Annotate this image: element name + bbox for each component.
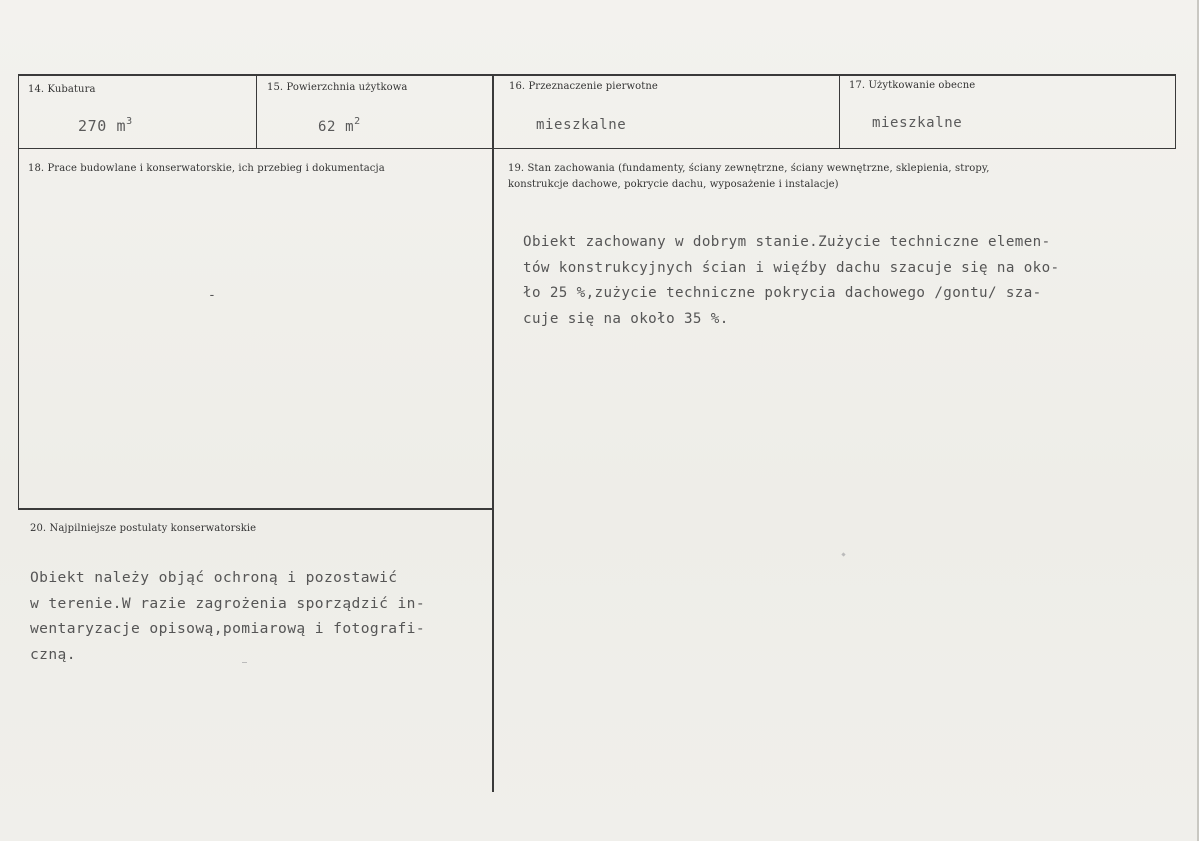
przeznaczenie-value: mieszkalne [536,117,627,133]
postulaty-text [30,565,425,667]
postulaty-line: w terenie.W razie zagrożenia sporządzić in- [30,594,426,612]
top-rule [18,74,1176,76]
divider-16-17 [839,74,840,149]
stan-zachowania-line: cuje się na około 35 %. [523,310,729,327]
kubatura-label: 14. Kubatura [28,84,96,95]
left-border [18,74,19,510]
kubatura-value [78,116,133,135]
uzytkowanie-value: mieszkalne [872,115,963,131]
uzytkowanie-label: 17. Użytkowanie obecne [849,80,976,91]
paper-mark [242,662,247,663]
stan-zachowania-label-line1: 19. Stan zachowania (fundamenty, ściany zewnętrzne, ściany wewnętrzne, sklepienia, stropy, [508,163,990,174]
stan-zachowania-line: ło 25 %,zużycie techniczne pokrycia dachowego /gontu/ sza- [523,285,1042,301]
kubatura-exponent: 3 [126,116,133,127]
center-divider [492,74,494,792]
postulaty-line: Obiekt należy objąć ochroną i pozostawić [30,569,398,586]
right-border [1175,74,1176,149]
kubatura-number: 270 m [78,117,127,135]
divider-14-15 [256,74,257,149]
stan-zachowania-text [523,230,1060,332]
stan-zachowania-line: tów konstrukcyjnych ścian i więźby dachu szacuje się na oko- [523,259,1060,276]
stan-zachowania-line: Obiekt zachowany w dobrym stanie.Zużycie techniczne elemen- [523,234,1051,250]
powierzchnia-number: 62 m [318,119,355,135]
stan-zachowania-label-line2: konstrukcje dachowe, pokrycie dachu, wyposażenie i instalacje) [508,179,839,190]
prace-budowlane-value: - [208,288,216,303]
postulaty-line: czną. [30,645,76,663]
prace-budowlane-label: 18. Prace budowlane i konserwatorskie, ich przebieg i dokumentacja [28,163,385,174]
postulaty-line: wentaryzacje opisową,pomiarową i fotografi- [30,620,426,637]
row1-bottom-rule [18,148,1176,149]
przeznaczenie-label: 16. Przeznaczenie pierwotne [509,81,658,92]
postulaty-label: 20. Najpilniejsze postulaty konserwatorskie [30,523,257,534]
powierzchnia-exponent: 2 [354,116,361,127]
row18-bottom-rule [18,508,492,510]
powierzchnia-label: 15. Powierzchnia użytkowa [267,82,408,93]
powierzchnia-value [318,116,361,135]
paper-mark [841,552,845,556]
